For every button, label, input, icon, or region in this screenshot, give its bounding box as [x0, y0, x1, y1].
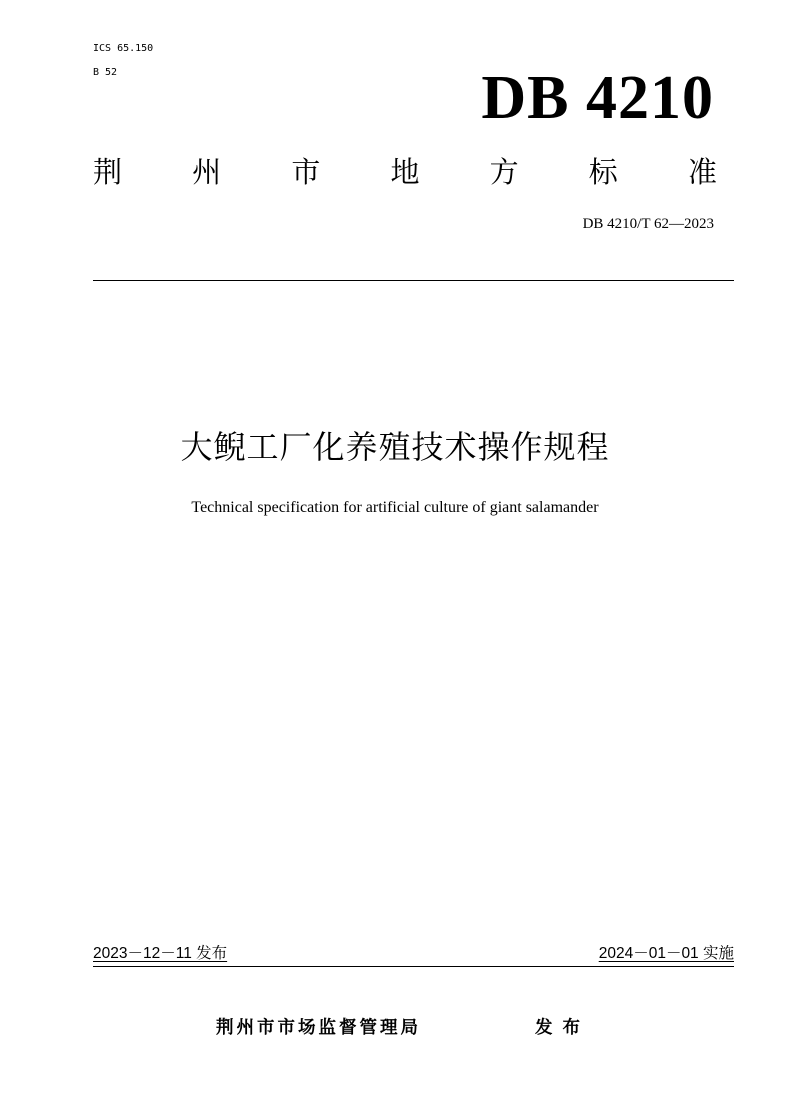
document-title-english: Technical specification for artificial culture of giant salamander: [191, 499, 599, 516]
standard-type-char: 市: [291, 155, 321, 189]
standard-type: [93, 152, 717, 192]
standard-type-char: 方: [489, 155, 519, 189]
db-mark: DB 4210: [481, 64, 714, 132]
standard-type-char: 荆: [93, 155, 123, 189]
standard-number: DB 4210/T 62—2023: [582, 216, 714, 232]
header-divider: [93, 280, 734, 281]
standard-type-char: 地: [390, 155, 420, 189]
standard-type-char: 州: [192, 155, 222, 189]
publisher-name: 荆州市市场监督管理局: [216, 1018, 421, 1038]
issue-date: 2023－12－11 发布: [93, 945, 228, 962]
ccs-code: B 52: [93, 67, 118, 78]
standard-type-char: 标: [588, 155, 618, 189]
footer-divider: [93, 966, 734, 967]
standard-type-char: 准: [687, 155, 717, 189]
ics-code: ICS 65.150: [93, 43, 154, 54]
publish-label: 发布: [535, 1018, 590, 1038]
implementation-date: 2024－01－01 实施: [598, 945, 734, 962]
document-title: 大鲵工厂化养殖技术操作规程: [180, 428, 610, 466]
